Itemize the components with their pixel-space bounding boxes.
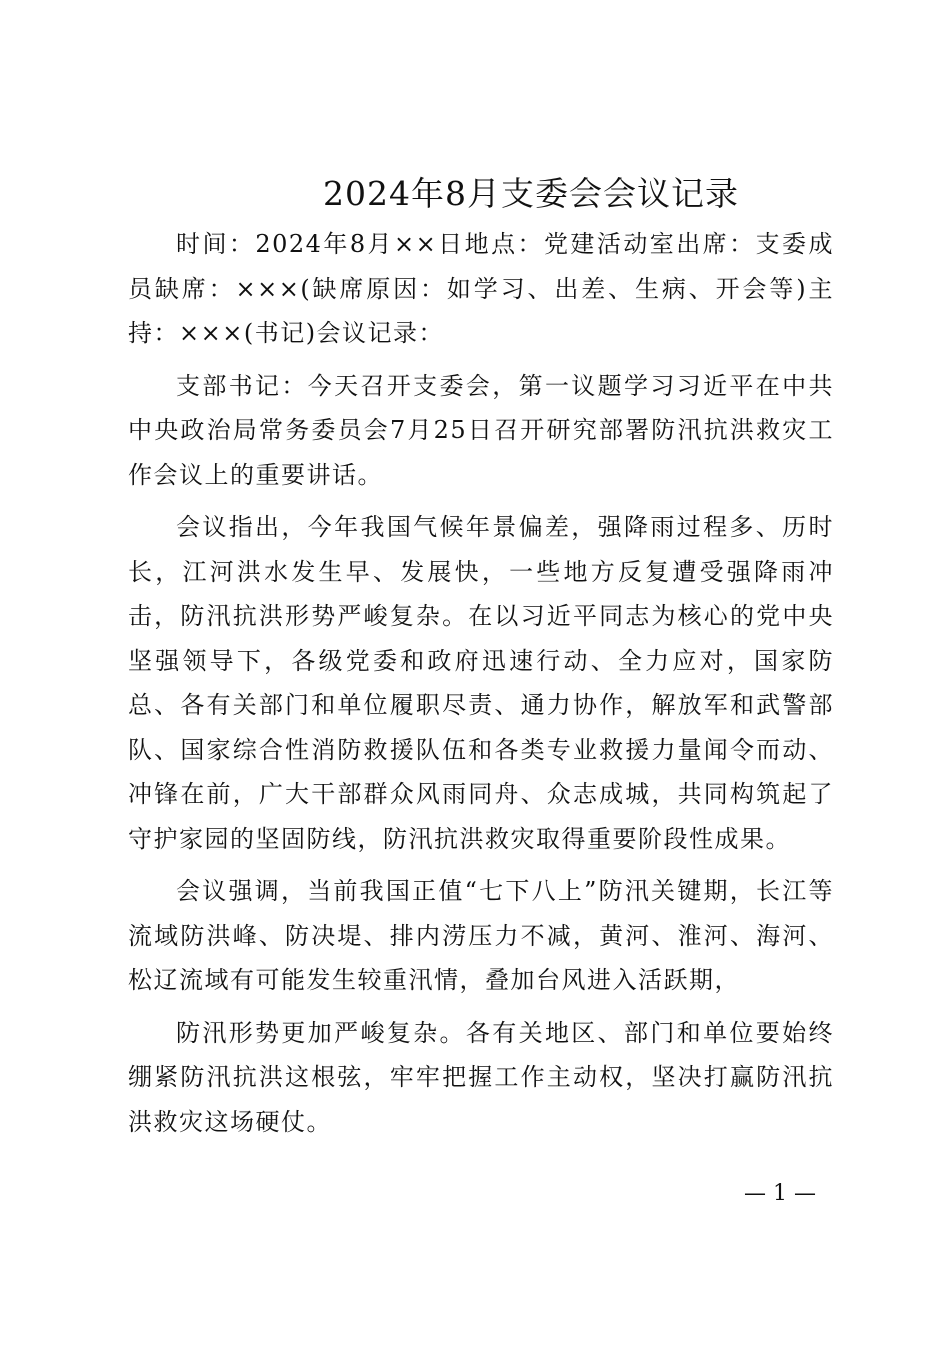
- page-number: — 1 —: [744, 1181, 816, 1206]
- document-body: [128, 222, 834, 1152]
- paragraph-meeting-info: 时间：2024年8月××日地点：党建活动室出席：支委成员缺席：×××(缺席原因：如学习、出差、生病、开会等)主持：×××(书记)会议记录：: [128, 230, 834, 347]
- paragraph-meeting-emphasized: 会议强调，当前我国正值“七下八上”防汛关键期，长江等流域防洪峰、防决堤、排内涝压力不减，黄河、淮河、海河、松辽流域有可能发生较重汛情，叠加台风进入活跃期，: [128, 877, 834, 994]
- paragraph-secretary-opening: 支部书记：今天召开支委会，第一议题学习习近平在中共中央政治局常务委员会7月25日召开研究部署防汛抗洪救灾工作会议上的重要讲话。: [128, 371, 834, 489]
- paragraph-meeting-noted: 会议指出，今年我国气候年景偏差，强降雨过程多、历时长，江河洪水发生早、发展快，一些地方反复遭受强降雨冲击，防汛抗洪形势严峻复杂。在以习近平同志为核心的党中央坚强领导下，各级党委和政府迅速行动、全力应对，国家防总、各有关部门和单位履职尽责、通力协作，解放军和武警部队、国家综合性消防救援队伍和各类专业救援力量闻令而动、冲锋在前，广大干部群众风雨同舟、众志成城，共同构筑起了守护家园的坚固防线，防汛抗洪救灾取得重要阶段性成果。: [128, 513, 834, 853]
- document-title: 2024年8月支委会会议记录: [323, 174, 739, 213]
- paragraph-flood-situation: 防汛形势更加严峻复杂。各有关地区、部门和单位要始终绷紧防汛抗洪这根弦，牢牢把握工作主动权，坚决打赢防汛抗洪救灾这场硬仗。: [128, 1018, 834, 1136]
